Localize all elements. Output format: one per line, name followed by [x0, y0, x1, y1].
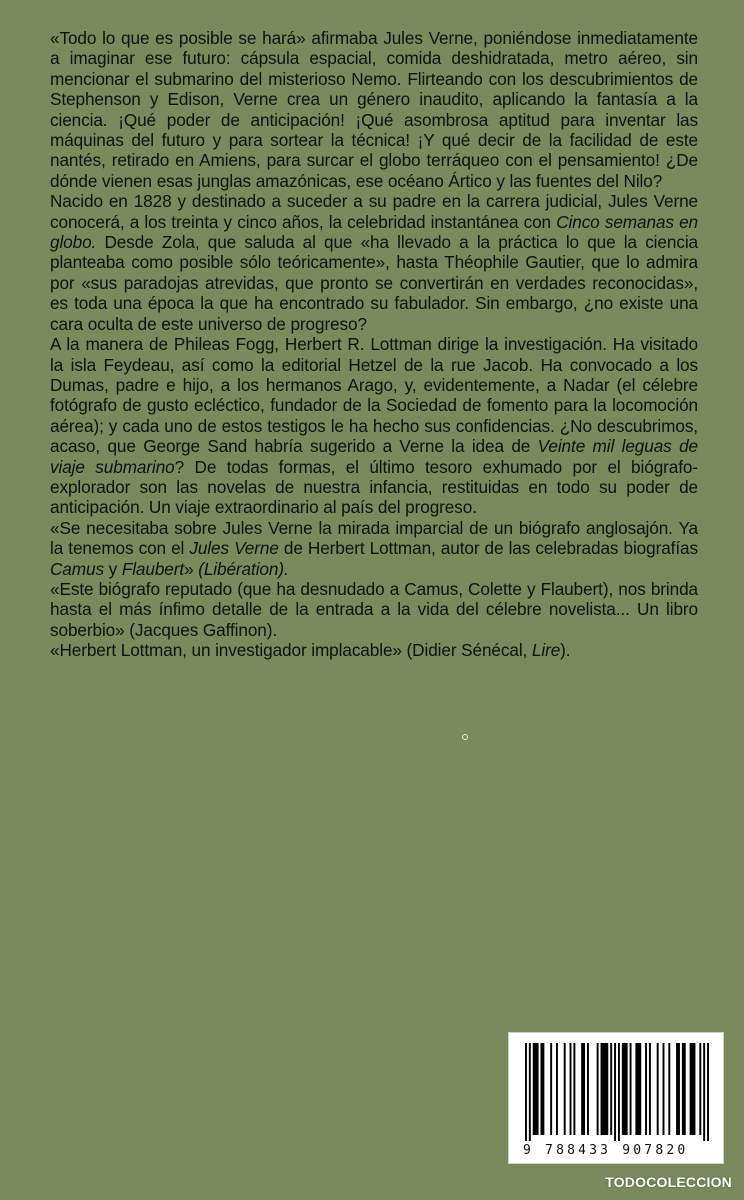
book-title-italic: Cinco semanas en globo.	[50, 211, 698, 253]
blurb-paragraph-4	[50, 518, 698, 579]
barcode-bar	[556, 1043, 558, 1135]
blurb-paragraph-3	[50, 334, 698, 518]
barcode-bar	[707, 1043, 709, 1141]
blurb-text-segment: «Se necesitaba sobre Jules Verne la mirada imparcial de un biógrafo anglosajón. Ya la tenemos con el	[50, 517, 698, 559]
barcode-bar	[597, 1043, 599, 1135]
barcode-bar	[622, 1043, 628, 1135]
barcode-bar	[668, 1043, 670, 1135]
isbn-barcode	[508, 1032, 724, 1164]
barcode-bar	[635, 1043, 641, 1135]
barcode-bar	[690, 1043, 696, 1135]
blurb-text-segment: y	[103, 558, 122, 579]
book-title-italic: Camus	[50, 558, 104, 579]
barcode-bar	[540, 1043, 544, 1135]
blurb-text-segment: «Herbert Lottman, un investigador implacable» (Didier Sénécal,	[50, 640, 532, 661]
blurb-text	[50, 28, 698, 661]
barcode-bar	[657, 1043, 659, 1135]
barcode-bar	[533, 1043, 539, 1135]
barcode-bar	[570, 1043, 572, 1135]
book-title-italic: Jules Verne	[189, 538, 279, 559]
barcode-bar	[682, 1043, 686, 1135]
barcode-bar	[618, 1043, 620, 1141]
barcode-bar	[703, 1043, 705, 1141]
publisher-dot-mark	[462, 734, 468, 740]
blurb-text-segment: ).	[560, 640, 571, 661]
barcode-bar	[645, 1043, 647, 1135]
barcode-bar	[529, 1043, 531, 1141]
barcode-bar	[630, 1043, 632, 1135]
barcode-bar	[601, 1043, 609, 1135]
barcode-bar	[699, 1043, 701, 1135]
source-italic: Lire	[531, 640, 561, 661]
barcode-bar	[525, 1043, 527, 1141]
barcode-bar	[573, 1043, 575, 1135]
barcode-bar	[610, 1043, 612, 1135]
barcode-bar	[550, 1043, 552, 1135]
blurb-text-segment: Nacido en 1828 y destinado a suceder a su padre en la carrera judicial, Jules Verne conocerá, a los treinta y cinco años, la celebridad instantánea con	[50, 191, 698, 232]
barcode-bar	[614, 1043, 616, 1141]
book-title-italic: Flaubert	[121, 558, 185, 579]
blurb-text-segment: A la manera de Phileas Fogg, Herbert R. Lottman dirige la investigación. Ha visitado la isla Feydeau, así como la editorial Hetzel de la rue Jacob. Ha convocado a los Dumas, padre e hijo, a los hermanos Arago, y, evidentemente, a Nadar (el célebre fotógrafo de gusto ecléctico, fundador de la Sociedad de fomento para la locomoción aérea); y cada uno de estos testigos le ha hecho sus confidencias. ¿No descubrimos, acaso, que George Sand habría sugerido a Verne la idea de	[50, 334, 698, 457]
blurb-text-segment: de Herbert Lottman, autor de las celebradas biografías	[278, 538, 698, 559]
book-title-italic: Veinte mil leguas de viaje submarino	[50, 436, 698, 477]
barcode-bars	[525, 1043, 709, 1141]
blurb-paragraph-6	[50, 640, 698, 660]
barcode-bar	[663, 1043, 665, 1135]
barcode-bar	[587, 1043, 589, 1135]
blurb-paragraph-5	[50, 579, 698, 640]
barcode-bar	[649, 1043, 651, 1135]
barcode-bar	[564, 1043, 566, 1135]
blurb-text-segment: «Este biógrafo reputado (que ha desnudado a Camus, Colette y Flaubert), nos brinda hasta el más ínfimo detalle de la entrada a la vida del célebre novelista... Un libro soberbio» (Jacques Gaffinon).	[50, 578, 698, 640]
blurb-text-segment: ? De todas formas, el último tesoro exhumado por el biógrafo-explorador son las novelas de nuestra infancia, restituidas en todo su poder de anticipación. Un viaje extraordinario al país del progreso.	[50, 456, 698, 518]
isbn-number: 9 788433 907820	[523, 1143, 689, 1158]
barcode-bar	[581, 1043, 585, 1135]
blurb-text-segment: »	[184, 558, 199, 579]
blurb-paragraph-1	[50, 28, 698, 191]
blurb-text-segment: Desde Zola, que saluda al que «ha llevado a la práctica lo que la ciencia planteaba como posible sólo teóricamente», hasta Théophile Gautier, que lo admira por «sus paradojas atrevidas, que pronto se convertirán en verdades reconocidas», es toda una época la que ha encontrado su fabulador. Sin embargo, ¿no existe una cara oculta de este universo de progreso?	[50, 232, 698, 334]
blurb-paragraph-2	[50, 191, 698, 334]
barcode-bar	[676, 1043, 680, 1135]
source-italic: (Libération).	[198, 558, 289, 579]
blurb-text-segment: «Todo lo que es posible se hará» afirmaba Jules Verne, poniéndose inmediatamente a imaginar ese futuro: cápsula espacial, comida deshidratada, metro aéreo, sin mencionar el submarino del misterioso Nemo. Flirteando con los descubrimientos de Stephenson y Edison, Verne crea un género inaudito, aplicando la fantasía a la ciencia. ¡Qué poder de anticipación! ¡Qué asombrosa aptitud para inventar las máquinas del futuro y para sortear la técnica! ¡Y qué decir de la facilidad de este nantés, retirado en Amiens, para surcar el globo terráqueo con el pensamiento! ¿De dónde vienen esas junglas amazónicas, ese océano Ártico y las fuentes del Nilo?	[50, 28, 698, 191]
watermark-todocoleccion: TODOCOLECCION	[605, 1174, 732, 1190]
